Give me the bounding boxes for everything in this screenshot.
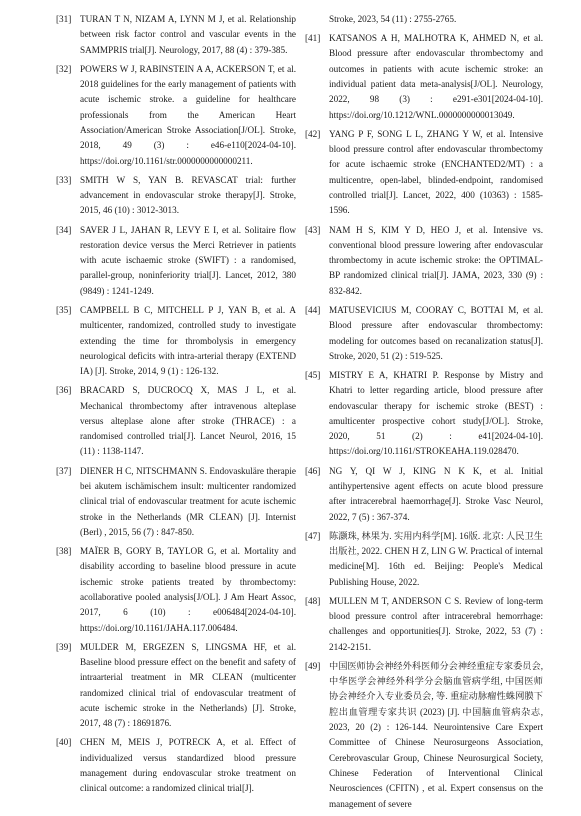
reference-text: YANG P F, SONG L L, ZHANG Y W, et al. Intensive blood pressure control after endovascular thrombectomy for acute ischaemic stroke (ENCHANTED2/MT) : a multicentre, open-label, blinded-endpoint, randomised controlled trial[J]. Lancet, 2022, 400 (10363) : 1585-1596. <box>329 128 543 216</box>
reference-text: MULDER M, ERGEZEN S, LINGSMA HF, et al. Baseline blood pressure effect on the benefit and safety of intraarterial treatment in MR CLEAN (multicenter randomized clinical trial of endovascular treatment of acute ischemic stroke in the Netherlands) [J]. Stroke, 2017, 48 (7) : 18691876. <box>80 641 296 729</box>
reference-number: [38] <box>56 546 72 557</box>
reference-number: [43] <box>305 224 321 235</box>
reference-text: MATUSEVICIUS M, COORAY C, BOTTAI M, et al. Blood pressure after endovascular thrombectomy: modeling for outcomes based on recanalization status[J]. Stroke, 2020, 51 (2) : 519-525. <box>329 304 543 361</box>
reference-number: [41] <box>305 33 321 44</box>
reference-entry <box>56 735 296 796</box>
reference-number: [48] <box>305 595 321 606</box>
reference-text: 陈灏珠, 林果为. 实用内科学[M]. 16版. 北京: 人民卫生出版社, 2022. CHEN H Z, LIN G W. Practical of internal medicine[M]. 16th ed. Beijing: People's Medical Publishing House, 2022. <box>329 530 543 587</box>
reference-entry <box>305 659 543 812</box>
reference-number: [44] <box>305 304 321 315</box>
reference-entry <box>305 303 543 364</box>
reference-number: [37] <box>56 465 72 476</box>
reference-entry <box>56 303 296 379</box>
reference-entry <box>56 383 296 459</box>
reference-number: [36] <box>56 385 72 396</box>
reference-number: [31] <box>56 14 72 24</box>
reference-text: BRACARD S, DUCROCQ X, MAS J L, et al. Mechanical thrombectomy after intravenous alteplase versus alteplase alone after stroke (THRACE) : a randomised controlled trial[J]. Lancet Neurol, 2016, 15 (11) : 1138-1147. <box>80 385 296 457</box>
reference-number: [34] <box>56 224 72 235</box>
reference-text: MAÏER B, GORY B, TAYLOR G, et al. Mortality and disability according to baseline blood pressure in acute ischemic stroke patients treated by thrombectomy: acollaborative pooled analysis[J/OL]. J Am Heart Assoc, 2017, 6 (10) : e006484[2024-04-10]. https://doi.org/10.1161/JAHA.117.006484. <box>80 546 296 633</box>
reference-entry <box>305 223 543 299</box>
reference-entry <box>305 31 543 123</box>
reference-number: [49] <box>305 660 321 671</box>
reference-text: MISTRY E A, KHATRI P. Response by Mistry and Khatri to letter regarding article, blood pressure after endovascular therapy for ischemic stroke (BEST) : amulticenter prospective cohort study[J/OL]. Stroke, 2020, 51 (2) : e41[2024-04-10]. https://doi.org/10.1161/STROKEAHA.119.028470. <box>329 369 543 457</box>
reference-text: KATSANOS A H, MALHOTRA K, AHMED N, et al. Blood pressure after endovascular thrombectomy and outcomes in patients with acute ischemic stroke: an individual patient data meta-analysis[J/OL]. Neurology, 2022, 98 (3) : e291-e301[2024-04-10]. https://doi.org/10.1212/WNL.0000000000013049. <box>329 33 543 120</box>
reference-text: CAMPBELL B C, MITCHELL P J, YAN B, et al. A multicenter, randomized, controlled study to investigate extending the time for thrombolysis in emergency neurological deficits with intra-arterial therapy (EXTEND IA) [J]. Stroke, 2014, 9 (1) : 126-132. <box>80 304 296 377</box>
reference-text: CHEN M, MEIS J, POTRECK A, et al. Effect of individualized versus standardized blood pressure management during endovascular stroke treatment on clinical outcome: a randomized clinical trial[J]. <box>80 737 296 794</box>
reference-entry <box>56 464 296 540</box>
reference-text: 中国医师协会神经外科医师分会神经重症专家委员会, 中华医学会神经外科学分会脑血管病学组, 中国医师协会神经介入专业委员会, 等. 重症动脉瘤性蛛网膜下腔出血管理专家共识 (2023) [J]. 中国脑血管病杂志, 2023, 20 (2) : 126-144. Neurointensive Care Expert Committee of Chinese Neurosurgeons Association, Cerebrovascular Group, Chinese Neurosurgical Society, Chinese Federation of Interventional Clinical Neurosciences (CFITN) , et al. Expert consensus on the management of severe <box>329 660 543 809</box>
reference-entry <box>305 368 543 460</box>
reference-number: [46] <box>305 465 321 476</box>
reference-text: MULLEN M T, ANDERSON C S. Review of long-term blood pressure control after intracerebral hemorrhage: challenges and opportunities[J]. Stroke, 2022, 53 (7) : 2142-2151. <box>329 595 543 652</box>
reference-text: SMITH W S, YAN B. REVASCAT trial: further advancement in endovascular stroke therapy[J]. Stroke, 2015, 46 (10) : 3012-3013. <box>80 174 296 216</box>
reference-number: [32] <box>56 63 72 74</box>
reference-entry <box>56 62 296 169</box>
reference-column-right <box>305 12 543 816</box>
reference-entry <box>305 12 543 27</box>
reference-entry <box>56 544 296 636</box>
reference-number: [42] <box>305 128 321 139</box>
reference-entry <box>56 640 296 732</box>
reference-number: [47] <box>305 530 321 541</box>
reference-number: [35] <box>56 304 72 315</box>
reference-text: POWERS W J, RABINSTEIN A A, ACKERSON T, et al. 2018 guidelines for the early management of patients with acute ischemic stroke. a guideline for healthcare professionals from the American Heart Association/American Stroke Association[J/OL]. Stroke, 2018, 49 (3) : e46-e110[2024-04-10]. https://doi.org/10.1161/str.0000000000000211. <box>80 63 296 166</box>
reference-text: TURAN T N, NIZAM A, LYNN M J, et al. Relationship between risk factor control and vascular events in the SAMMPRIS trial[J]. Neurology, 2017, 88 (4) : 379-385. <box>80 14 296 55</box>
reference-entry <box>305 464 543 525</box>
reference-entry <box>56 223 296 299</box>
reference-number: [33] <box>56 174 72 185</box>
reference-number: [45] <box>305 369 321 380</box>
reference-text: NG Y, QI W J, KING N K K, et al. Initial antihypertensive agent effects on acute blood pressure after intracerebral haemorrhage[J]. Stroke Vasc Neurol, 2022, 7 (5) : 367-374. <box>329 465 543 522</box>
reference-number: [40] <box>56 737 72 748</box>
reference-entry <box>305 594 543 655</box>
reference-entry <box>305 127 543 219</box>
reference-text: SAVER J L, JAHAN R, LEVY E I, et al. Solitaire flow restoration device versus the Merci Retriever in patients with acute ischaemic stroke (SWIFT) : a randomised, parallel-group, noninferiority trial[J]. Lancet, 2012, 380 (9849) : 1241-1249. <box>80 224 296 296</box>
reference-text: DIENER H C, NITSCHMANN S. Endovaskuläre therapie bei akutem ischämischem insult: multicenter randomized clinical trial of endovascular treatment for acute ischemic stroke in the Netherlands (MR CLEAN) [J]. Internist (Berl) , 2015, 56 (7) : 847-850. <box>80 465 296 537</box>
reference-entry <box>305 529 543 590</box>
reference-text: Stroke, 2023, 54 (11) : 2755-2765. <box>329 14 457 24</box>
reference-number: [39] <box>56 641 72 652</box>
reference-text: NAM H S, KIM Y D, HEO J, et al. Intensive vs. conventional blood pressure lowering after endovascular thrombectomy in acute ischemic stroke: the OPTIMAL-BP randomized clinical trial[J]. JAMA, 2023, 330 (9) : 832-842. <box>329 224 543 296</box>
reference-entry <box>56 12 296 58</box>
reference-entry <box>56 173 296 219</box>
reference-column-left <box>56 12 296 800</box>
